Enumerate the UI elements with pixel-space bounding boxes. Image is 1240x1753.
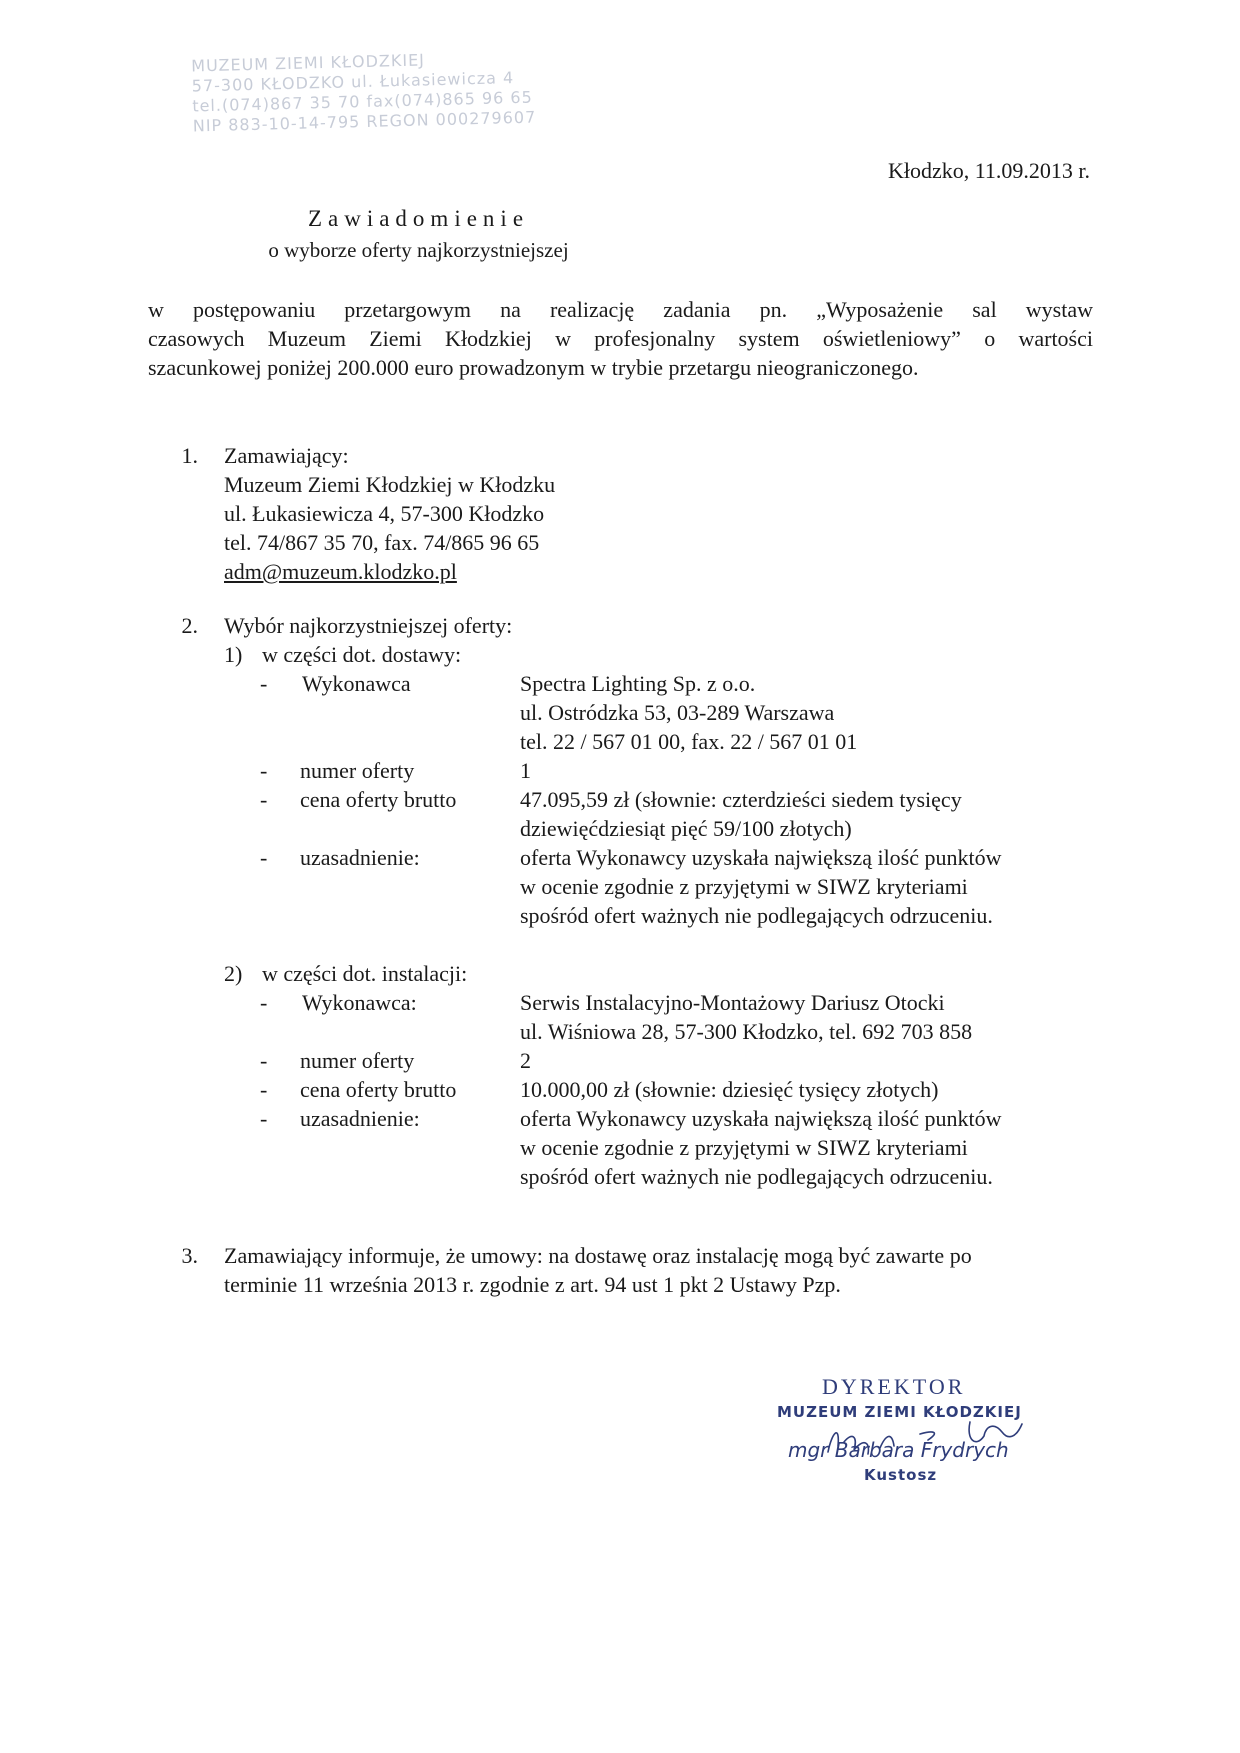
signature-institution: MUZEUM ZIEMI KŁODZKIEJ (777, 1403, 1022, 1421)
part-heading: w części dot. dostawy: (262, 642, 462, 667)
signature-name: mgr Barbara Frydrych (788, 1438, 1009, 1462)
bullet: - (260, 845, 268, 870)
signature-title: DYREKTOR (822, 1374, 966, 1399)
bullet: - (260, 990, 268, 1015)
section3-line: Zamawiający informuje, że umowy: na dostawę oraz instalację mogą być zawarte po (224, 1243, 972, 1268)
institution-stamp (191, 48, 536, 137)
contractor-value: ul. Ostródzka 53, 03-289 Warszawa (520, 700, 835, 725)
stamp-line: MUZEUM ZIEMI KŁODZKIEJ (191, 50, 426, 76)
reason-value: oferta Wykonawcy uzyskała największą ilość punktów (520, 1106, 1002, 1131)
document-subtitle: o wyborze oferty najkorzystniejszej (268, 238, 569, 262)
stamp-line: NIP 883-10-14-795 REGON 000279607 (192, 107, 537, 136)
reason-label: uzasadnienie: (300, 845, 420, 870)
document-date: Kłodzko, 11.09.2013 r. (887, 158, 1090, 183)
price-value: dziewięćdziesiąt pięć 59/100 złotych) (520, 816, 852, 841)
bullet: - (260, 1106, 268, 1131)
bullet: - (260, 758, 268, 783)
price-label: cena oferty brutto (300, 787, 457, 812)
contractor-label: Wykonawca: (302, 990, 417, 1015)
section3-line: terminie 11 września 2013 r. zgodnie z art. 94 ust 1 pkt 2 Ustawy Pzp. (224, 1272, 841, 1297)
price-value: 47.095,59 zł (słownie: czterdzieści siedem tysięcy (520, 787, 962, 812)
reason-value: w ocenie zgodnie z przyjętymi w SIWZ kryteriami (520, 1135, 968, 1160)
section-heading: Wybór najkorzystniejszej oferty: (224, 613, 513, 638)
contractor-label: Wykonawca (302, 671, 411, 696)
stamp-line: tel.(074)867 35 70 fax(074)865 96 65 (192, 87, 533, 116)
offer-number-label: numer oferty (300, 1048, 415, 1073)
section-number: 3. (181, 1243, 198, 1268)
reason-value: spośród ofert ważnych nie podlegających odrzuceniu. (520, 903, 993, 928)
bullet: - (260, 787, 268, 812)
section-number: 1. (181, 443, 198, 468)
orderer-address: ul. Łukasiewicza 4, 57-300 Kłodzko (224, 501, 545, 526)
intro-line: szacunkowej poniżej 200.000 euro prowadzonym w trybie przetargu nieograniczonego. (148, 355, 919, 380)
offer-number-value: 1 (520, 758, 531, 783)
price-label: cena oferty brutto (300, 1077, 457, 1102)
contractor-value: ul. Wiśniowa 28, 57-300 Kłodzko, tel. 692 703 858 (520, 1019, 973, 1044)
stamp-line: 57-300 KŁODZKO ul. Łukasiewicza 4 (191, 68, 515, 96)
bullet: - (260, 1048, 268, 1073)
signature-role: Kustosz (864, 1466, 938, 1484)
orderer-phone: tel. 74/867 35 70, fax. 74/865 96 65 (224, 530, 540, 555)
reason-label: uzasadnienie: (300, 1106, 420, 1131)
intro-paragraph (148, 295, 1093, 382)
reason-value: w ocenie zgodnie z przyjętymi w SIWZ kryteriami (520, 874, 968, 899)
reason-value: oferta Wykonawcy uzyskała największą ilość punktów (520, 845, 1002, 870)
part-number: 1) (224, 642, 243, 667)
offer-number-label: numer oferty (300, 758, 415, 783)
section-number: 2. (181, 613, 198, 638)
part-heading: w części dot. instalacji: (262, 961, 468, 986)
contractor-value: Spectra Lighting Sp. z o.o. (520, 671, 756, 696)
contractor-value: Serwis Instalacyjno-Montażowy Dariusz Otocki (520, 990, 945, 1015)
orderer-name: Muzeum Ziemi Kłodzkiej w Kłodzku (224, 472, 556, 497)
orderer-email-link[interactable]: adm@muzeum.klodzko.pl (224, 559, 457, 584)
document-title: Zawiadomienie (307, 206, 530, 231)
intro-line: w postępowaniu przetargowym na realizację zadania pn. „Wyposażenie sal wystaw (148, 297, 1093, 322)
contractor-value: tel. 22 / 567 01 00, fax. 22 / 567 01 01 (520, 729, 858, 754)
offer-number-value: 2 (520, 1048, 531, 1073)
price-value: 10.000,00 zł (słownie: dziesięć tysięcy złotych) (520, 1077, 939, 1102)
intro-line: czasowych Muzeum Ziemi Kłodzkiej w profesjonalny system oświetleniowy” o wartości (148, 326, 1093, 351)
section-heading: Zamawiający: (224, 443, 349, 468)
bullet: - (260, 1077, 268, 1102)
bullet: - (260, 671, 268, 696)
part-number: 2) (224, 961, 243, 986)
reason-value: spośród ofert ważnych nie podlegających odrzuceniu. (520, 1164, 993, 1189)
